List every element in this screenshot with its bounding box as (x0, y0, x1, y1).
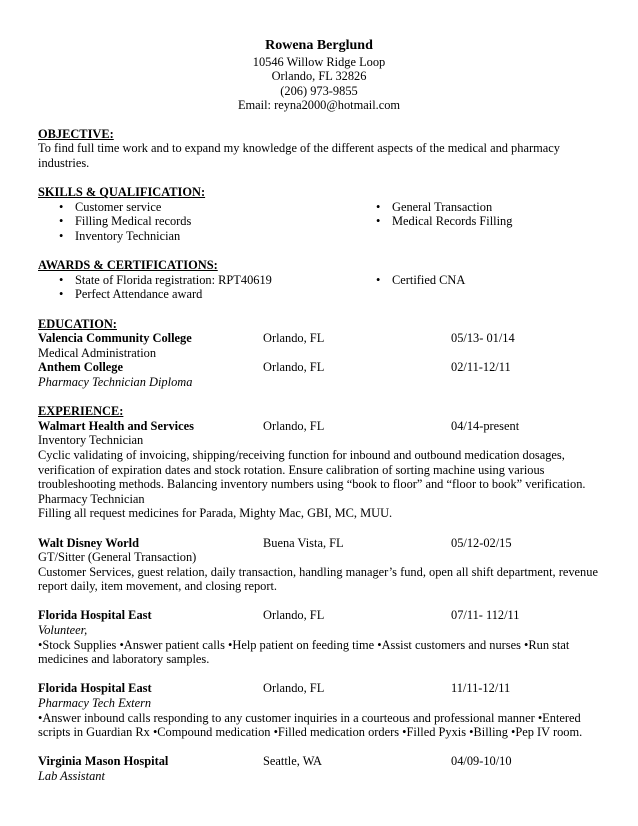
experience-title: EXPERIENCE: (38, 404, 124, 419)
school-dates: 05/13- 01/14 (451, 331, 515, 346)
job-dates: 11/11-12/11 (451, 681, 511, 696)
school-location: Orlando, FL (263, 331, 325, 346)
job-description: Filling all request medicines for Parada, Mighty Mac, GBI, MC, MUU. (38, 506, 393, 521)
job-role: Inventory Technician (38, 433, 144, 448)
job-role: Pharmacy Technician (38, 491, 145, 506)
job-header-row (38, 536, 600, 551)
education-row (38, 360, 600, 375)
education-title: EDUCATION: (38, 316, 117, 331)
address-line-1: 10546 Willow Ridge Loop (252, 54, 386, 69)
awards-section (38, 258, 600, 302)
job-description: •Stock Supplies •Answer patient calls •Help patient on feeding time •Assist customers and nurses •Run stat medicines and laboratory samples. (38, 637, 570, 667)
awards-title: AWARDS & CERTIFICATIONS: (38, 258, 218, 273)
job-role: Pharmacy Tech Extern (38, 696, 152, 711)
skills-right-column (355, 200, 512, 244)
skill-item: • Inventory Technician (38, 229, 355, 244)
objective-section (38, 127, 600, 171)
job-location: Buena Vista, FL (263, 535, 344, 550)
skill-item: • Filling Medical records (38, 214, 355, 229)
awards-right-column (355, 273, 465, 302)
skill-item: • Customer service (38, 200, 355, 215)
email-address: Email: reyna2000@hotmail.com (237, 98, 401, 113)
school-detail: Medical Administration (38, 345, 157, 360)
skills-title: SKILLS & QUALIFICATION: (38, 185, 206, 200)
award-item: • Certified CNA (355, 273, 465, 288)
job-location: Orlando, FL (263, 418, 325, 433)
experience-section (38, 404, 600, 783)
job-dates: 05/12-02/15 (451, 535, 512, 550)
employer-name: Walt Disney World (38, 535, 139, 550)
job-header-row (38, 681, 600, 696)
school-name: Anthem College (38, 360, 123, 375)
job-description: •Answer inbound calls responding to any customer inquiries in a courteous and professional manner •Entered scripts in Guardian Rx •Compound medication •Filled medication orders •Filled Pyxis •Billing •Pep IV room. (38, 710, 583, 740)
objective-text: To find full time work and to expand my knowledge of the different aspects of the medical and pharmacy industries. (38, 141, 560, 171)
job-role: GT/Sitter (General Transaction) (38, 550, 197, 565)
skills-left-column (38, 200, 355, 244)
applicant-name: Rowena Berglund (265, 38, 373, 53)
job-location: Orlando, FL (263, 608, 325, 623)
school-location: Orlando, FL (263, 360, 325, 375)
job-virginia-mason (38, 754, 600, 783)
award-item: • State of Florida registration: RPT40619 (38, 273, 355, 288)
job-disney (38, 536, 600, 594)
job-header-row (38, 419, 600, 434)
job-location: Orlando, FL (263, 681, 325, 696)
skills-section (38, 185, 600, 243)
job-role: Volunteer, (38, 623, 88, 638)
skill-item: • General Transaction (355, 200, 512, 215)
objective-title: OBJECTIVE: (38, 126, 114, 141)
resume-header (38, 38, 600, 113)
education-section (38, 317, 600, 390)
job-florida-hospital-east-volunteer (38, 608, 600, 666)
phone-number: (206) 973-9855 (280, 83, 358, 98)
school-name: Valencia Community College (38, 331, 192, 346)
employer-name: Florida Hospital East (38, 681, 152, 696)
employer-name: Walmart Health and Services (38, 418, 194, 433)
employer-name: Florida Hospital East (38, 608, 152, 623)
job-header-row (38, 754, 600, 769)
employer-name: Virginia Mason Hospital (38, 754, 169, 769)
school-detail: Pharmacy Technician Diploma (38, 374, 193, 389)
job-walmart (38, 419, 600, 521)
job-header-row (38, 608, 600, 623)
job-dates: 04/09-10/10 (451, 754, 512, 769)
awards-list (38, 273, 600, 302)
awards-left-column (38, 273, 355, 302)
job-description: Customer Services, guest relation, daily transaction, handling manager’s fund, open all shift department, revenue report daily, item movement, and closing report. (38, 564, 598, 594)
award-item: • Perfect Attendance award (38, 287, 355, 302)
job-dates: 07/11- 112/11 (451, 608, 520, 623)
job-florida-hospital-east-extern (38, 681, 600, 739)
skill-item: • Medical Records Filling (355, 214, 512, 229)
job-dates: 04/14-present (451, 418, 520, 433)
job-description: Cyclic validating of invoicing, shipping/receiving function for inbound and outbound medication dosages, verification of expiration dates and stock rotation. Ensure calibration of sorting machine using various troubleshooting methods. Balancing inventory numbers using “book to floor” and “floor to book” verification. (38, 447, 586, 492)
school-dates: 02/11-12/11 (451, 360, 511, 375)
address-line-2: Orlando, FL 32826 (271, 69, 367, 84)
education-row (38, 331, 600, 346)
job-role: Lab Assistant (38, 769, 105, 783)
job-location: Seattle, WA (263, 754, 322, 769)
skills-list (38, 200, 600, 244)
